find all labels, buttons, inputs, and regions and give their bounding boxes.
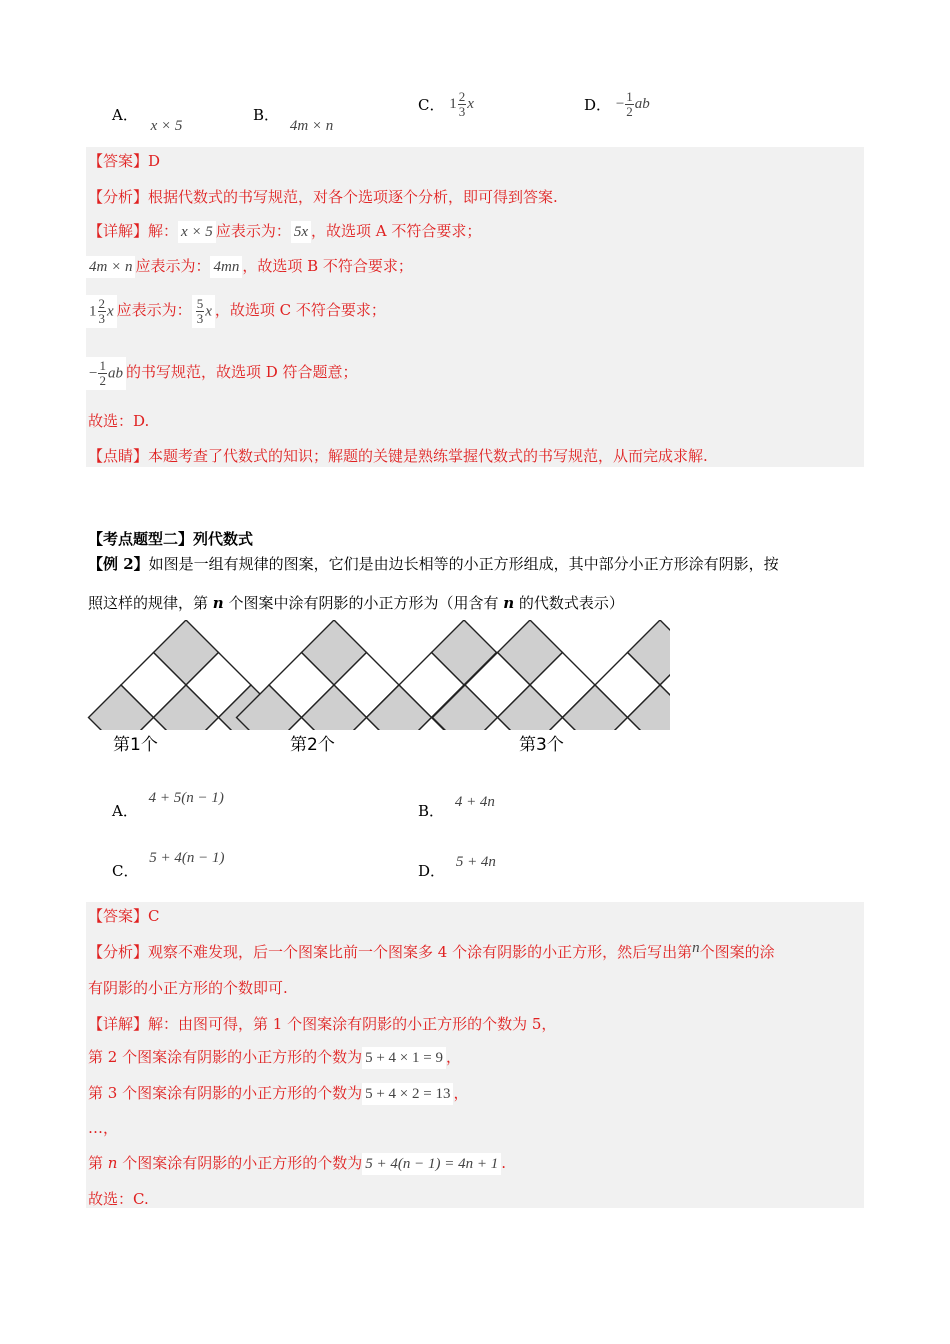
q1-option-a-label: A．: [112, 106, 138, 124]
q2-stem-var-n2: n: [503, 594, 515, 612]
q2-l2-end: ，: [445, 1048, 461, 1066]
q2-analysis-var-n: n: [692, 940, 700, 956]
q1-option-b: [253, 104, 334, 134]
q1-option-d: [584, 90, 650, 119]
q1-answer-tag: 【答案】: [88, 152, 149, 170]
q1-d2-tail: ，故选项 B 不符合要求；: [242, 257, 413, 275]
q2-answer-line: [88, 905, 160, 927]
q2-analysis-line-1: [88, 941, 775, 964]
q1-option-c-den: 3: [458, 104, 466, 119]
q1-d3-result-frac: [196, 297, 205, 326]
q2-option-b-label: B．: [418, 802, 445, 820]
q2-option-c-expr: 5 + 4(n − 1): [149, 850, 225, 866]
q2-stem-var-n: n: [212, 594, 224, 612]
q2-l3-end: ，: [453, 1084, 469, 1102]
q1-option-a: [112, 104, 183, 134]
q2-stem-2b: 个图案中涂有阴影的小正方形为（用含有: [223, 594, 504, 612]
q1-d2-result: 4mn: [210, 256, 242, 278]
q1-option-c: [418, 90, 474, 119]
q1-option-d-num: 1: [626, 89, 633, 104]
q1-option-c-frac: [458, 90, 467, 119]
q1-d4-sign: −: [89, 365, 98, 381]
q2-detail-tag: 【详解】: [88, 1015, 149, 1033]
q2-detail-line-4: …，: [88, 1119, 119, 1137]
q2-l5-end: .: [501, 1154, 506, 1172]
q1-option-c-num: 2: [458, 89, 466, 104]
q1-option-d-frac: [625, 90, 634, 119]
q1-comment: 本题考查了代数式的知识；解题的关键是熟练掌握代数式的书写规范，从而完成求解.: [148, 447, 708, 465]
q2-stem-1: 如图是一组有规律的图案，它们是由边长相等的小正方形组成，其中部分小正方形涂有阴影，按: [148, 555, 779, 573]
q1-option-c-whole: 1: [449, 96, 457, 112]
q2-stem-line-2: [88, 592, 624, 614]
q2-detail: 解：由图可得，第 1 个图案涂有阴影的小正方形的个数为 5，: [148, 1015, 557, 1033]
q1-d3-var: x: [107, 303, 114, 319]
q1-option-c-label: C．: [418, 96, 445, 114]
q1-d3-rden: 3: [196, 310, 204, 326]
q1-comment-tag: 【点睛】: [88, 447, 149, 465]
q2-analysis-line-2: 有阴影的小正方形的个数即可.: [88, 979, 288, 997]
q1-d3-frac: [98, 297, 107, 326]
q2-answer-tag: 【答案】: [88, 907, 149, 925]
q1-detail-line-3: [86, 290, 386, 330]
q2-stem-2a: 照这样的规律，第: [88, 594, 213, 612]
q1-d4-den: 2: [99, 372, 106, 388]
q2-option-d: [418, 852, 496, 880]
q1-detail-line-2: [86, 255, 413, 278]
q2-tag: 【例 2】: [88, 555, 149, 573]
q1-option-d-var: ab: [634, 96, 650, 112]
q2-option-c: [112, 850, 225, 880]
q1-d1-result: 5x: [291, 221, 311, 243]
q2-analysis-a: 观察不难发现，后一个图案比前一个图案多 4 个涂有阴影的小正方形，然后写出第: [148, 943, 693, 961]
q1-d3-rvar: x: [205, 303, 212, 319]
q1-d4-var: ab: [107, 365, 123, 381]
q1-d1-mid: 应表示为：: [215, 222, 291, 240]
caption-pattern-1: 第1个: [113, 735, 158, 755]
q2-stem-2c: 的代数式表示）: [514, 594, 624, 612]
q1-analysis-tag: 【分析】: [88, 188, 149, 206]
section-title: 【考点题型二】列代数式: [88, 530, 254, 548]
q1-d3-mid: 应表示为：: [116, 301, 192, 319]
q2-option-c-label: C．: [112, 862, 139, 880]
q1-option-b-label: B．: [253, 106, 280, 124]
q2-analysis-b: 个图案的涂: [699, 943, 775, 961]
q1-d2-mid: 应表示为：: [135, 257, 211, 275]
q1-analysis: 根据代数式的书写规范，对各个选项逐个分析，即可得到答案.: [148, 188, 558, 206]
q1-detail-tag: 【详解】: [88, 222, 149, 240]
q1-detail-prefix: 解：: [148, 222, 179, 240]
caption-pattern-3: 第3个: [519, 735, 564, 755]
q1-detail-line-4: [86, 350, 358, 394]
q1-d3-num: 2: [98, 295, 105, 311]
q1-comment-line: [88, 445, 708, 467]
q1-option-d-den: 2: [626, 104, 633, 119]
q2-detail-line-1: [88, 1013, 556, 1035]
q1-option-a-expr: x × 5: [150, 118, 183, 134]
q2-option-b: [418, 792, 495, 820]
q2-answer: C: [148, 907, 160, 925]
q1-answer: D: [148, 152, 161, 170]
caption-pattern-2: 第2个: [290, 735, 335, 755]
q2-option-b-expr: 4 + 4n: [454, 794, 495, 810]
q2-option-d-label: D．: [418, 862, 446, 880]
q1-answer-line: [88, 150, 160, 172]
q2-option-a-expr: 4 + 5(n − 1): [148, 790, 224, 806]
q2-detail-line-3: [88, 1082, 469, 1105]
q1-d2-expr: 4m × n: [86, 256, 135, 278]
q2-l5-a: 第: [88, 1154, 108, 1172]
q2-choose: 故选：C.: [88, 1190, 149, 1208]
q1-d3-tail: ，故选项 C 不符合要求；: [214, 301, 386, 319]
pattern-figure: [80, 620, 670, 730]
q1-analysis-line: [88, 186, 558, 208]
q2-option-a: [112, 790, 224, 820]
q2-stem-line-1: [88, 553, 779, 575]
q1-d3-whole: 1: [89, 303, 97, 319]
q1-d1-tail: ，故选项 A 不符合要求；: [311, 222, 482, 240]
q1-d4-frac: [98, 359, 107, 388]
q1-d3-rnum: 5: [196, 295, 204, 311]
q1-option-c-var: x: [467, 96, 474, 112]
q1-option-d-label: D．: [584, 96, 612, 114]
q2-l5-var-n: n: [107, 1154, 118, 1172]
q1-choose: 故选：D.: [88, 412, 150, 430]
q2-l5-b: 个图案涂有阴影的小正方形的个数为: [117, 1154, 363, 1172]
q1-d1-expr: x × 5: [178, 221, 216, 243]
q1-d4-tail: 的书写规范，故选项 D 符合题意；: [125, 363, 358, 381]
q2-l3-expr: 5 + 4 × 2 = 13: [362, 1083, 453, 1105]
q2-l5-expr: 5 + 4(n − 1) = 4n + 1: [362, 1153, 501, 1175]
q2-option-a-label: A．: [112, 802, 138, 820]
q1-detail-line-1: [88, 220, 481, 243]
q1-d4-num: 1: [99, 357, 106, 373]
q2-detail-line-5: [88, 1152, 506, 1175]
q2-l3-text: 第 3 个图案涂有阴影的小正方形的个数为: [88, 1084, 363, 1102]
q2-analysis-tag: 【分析】: [88, 943, 149, 961]
q2-l2-text: 第 2 个图案涂有阴影的小正方形的个数为: [88, 1048, 363, 1066]
q2-option-d-expr: 5 + 4n: [455, 854, 496, 870]
q1-option-b-expr: 4m × n: [289, 118, 334, 134]
q2-detail-line-2: [88, 1046, 461, 1069]
q1-option-d-sign: −: [615, 96, 625, 112]
q1-d3-den: 3: [98, 310, 105, 326]
q2-l2-expr: 5 + 4 × 1 = 9: [362, 1047, 446, 1069]
